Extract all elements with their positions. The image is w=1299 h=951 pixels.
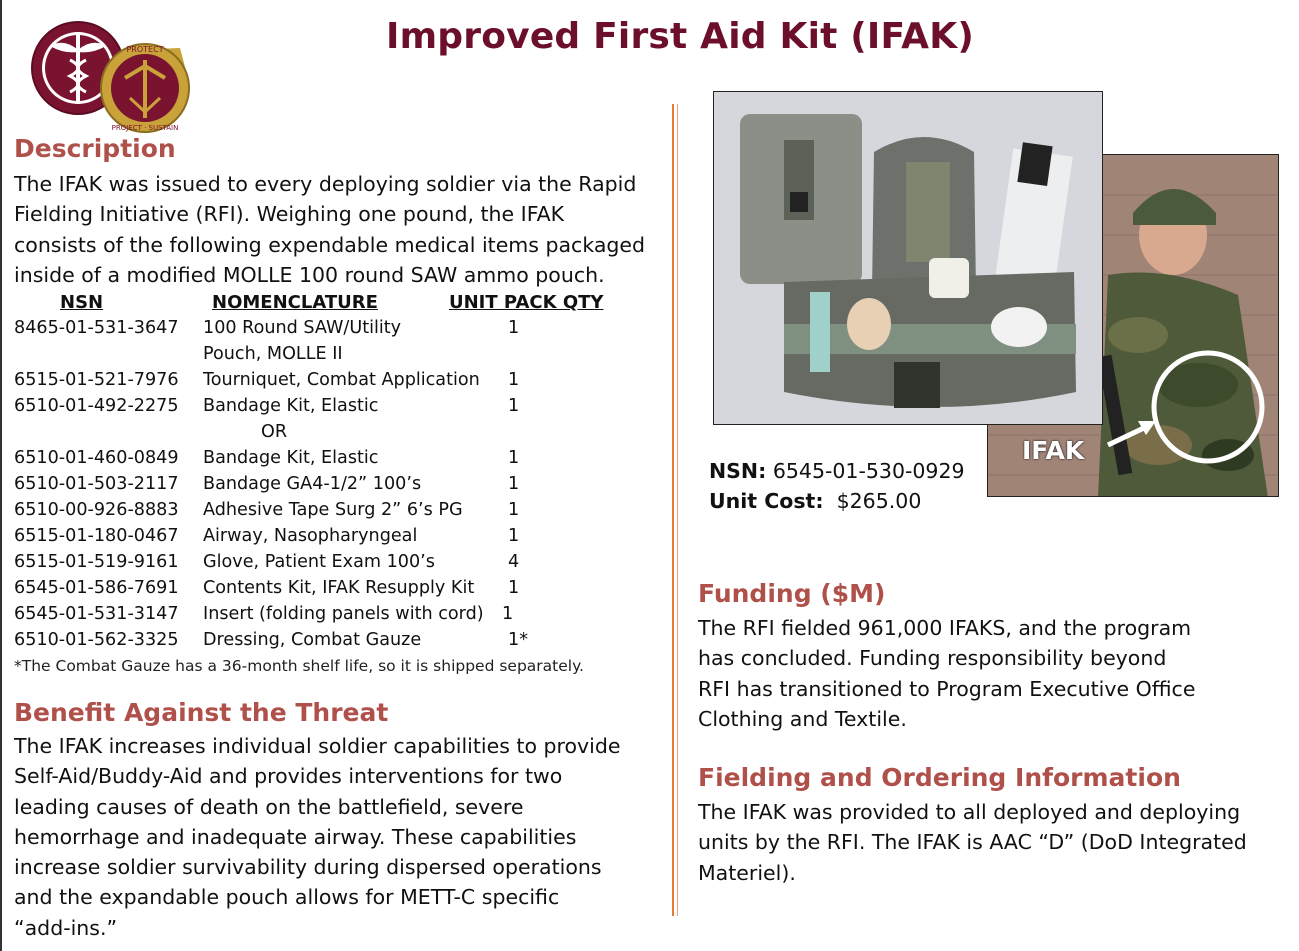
row-nomenclature: Bandage Kit, Elastic <box>203 396 379 416</box>
benefit-heading: Benefit Against the Threat <box>14 698 389 727</box>
table-footnote: *The Combat Gauze has a 36-month shelf life, so it is shipped separately. <box>14 657 584 675</box>
fielding-line: units by the RFI. The IFAK is AAC “D” (DoD Integrated <box>698 830 1247 855</box>
table-row <box>14 370 654 396</box>
table-row <box>14 318 654 344</box>
description-heading: Description <box>14 134 176 163</box>
nsn-value: 6545-01-530-0929 <box>772 459 965 483</box>
row-nsn: 6510-01-562-3325 <box>14 630 179 650</box>
table-row <box>14 344 654 370</box>
row-nsn: 8465-01-531-3647 <box>14 318 179 338</box>
table-row <box>14 422 654 448</box>
row-nomenclature: Bandage Kit, Elastic <box>203 448 379 468</box>
table-row <box>14 500 654 526</box>
table-row <box>14 578 654 604</box>
table-header-nomenclature: NOMENCLATURE <box>212 292 378 313</box>
nsn-line <box>709 459 965 483</box>
unit-cost-value: $265.00 <box>836 489 922 513</box>
row-qty: 1 <box>508 474 520 494</box>
row-nomenclature: Adhesive Tape Surg 2” 6’s PG <box>203 500 463 520</box>
fielding-text <box>698 797 1247 888</box>
row-qty: 1 <box>508 448 520 468</box>
funding-line: has concluded. Funding responsibility beyond <box>698 646 1167 671</box>
row-nomenclature: Dressing, Combat Gauze <box>203 630 422 650</box>
row-nomenclature: Airway, Nasopharyngeal <box>203 526 418 546</box>
table-row <box>14 396 654 422</box>
column-divider-inner <box>677 104 678 916</box>
row-qty: 1 <box>508 578 520 598</box>
row-nomenclature: 100 Round SAW/Utility <box>203 318 402 338</box>
table-row <box>14 552 654 578</box>
funding-line: The RFI fielded 961,000 IFAKS, and the program <box>698 616 1192 640</box>
table-row <box>14 474 654 500</box>
description-line: Fielding Initiative (RFI). Weighing one pound, the IFAK <box>14 202 565 227</box>
row-qty: 1 <box>508 396 520 416</box>
column-divider <box>672 104 674 916</box>
benefit-line: Self-Aid/Buddy-Aid and provides interventions for two <box>14 764 563 789</box>
row-nsn: 6515-01-521-7976 <box>14 370 179 390</box>
row-qty: 1 <box>508 526 520 546</box>
benefit-text <box>14 731 621 943</box>
description-line: The IFAK was issued to every deploying soldier via the Rapid <box>14 172 637 196</box>
row-nsn: 6515-01-180-0467 <box>14 526 179 546</box>
row-nsn: 6510-01-460-0849 <box>14 448 179 468</box>
medical-command-logo <box>30 8 195 148</box>
row-nsn: 6510-01-492-2275 <box>14 396 179 416</box>
benefit-line: hemorrhage and inadequate airway. These capabilities <box>14 824 577 849</box>
description-line: consists of the following expendable medical items packaged <box>14 232 646 257</box>
benefit-line: The IFAK increases individual soldier capabilities to provide <box>14 734 621 758</box>
row-nsn: 6510-00-926-8883 <box>14 500 179 520</box>
table-header-nsn: NSN <box>60 292 104 313</box>
benefit-line: leading causes of death on the battlefield, severe <box>14 794 524 819</box>
row-nomenclature: Glove, Patient Exam 100’s <box>203 552 435 572</box>
row-nsn: 6515-01-519-9161 <box>14 552 179 572</box>
funding-heading: Funding ($M) <box>698 579 886 608</box>
benefit-line: “add-ins.” <box>14 915 118 940</box>
row-qty: 1* <box>508 630 528 650</box>
row-nsn: 6510-01-503-2117 <box>14 474 179 494</box>
kit-contents-photo <box>713 91 1103 425</box>
description-text <box>14 169 645 290</box>
svg-text:PROJECT · SUSTAIN: PROJECT · SUSTAIN <box>111 124 179 132</box>
funding-line: Clothing and Textile. <box>698 706 907 731</box>
table-header-qty: UNIT PACK QTY <box>449 292 604 313</box>
page-left-border <box>0 0 2 951</box>
fielding-line: Materiel). <box>698 860 796 885</box>
nsn-label: NSN: <box>709 459 767 483</box>
row-nsn: 6545-01-586-7691 <box>14 578 179 598</box>
table-row <box>14 604 654 630</box>
svg-text:PROTECT: PROTECT <box>126 45 164 54</box>
page-title: Improved First Aid Kit (IFAK) <box>385 16 974 57</box>
fielding-heading: Fielding and Ordering Information <box>698 763 1181 792</box>
row-nomenclature: Tourniquet, Combat Application <box>203 370 480 390</box>
row-nomenclature: Insert (folding panels with cord) <box>203 604 484 624</box>
unit-cost-label: Unit Cost: <box>709 489 824 513</box>
description-line: inside of a modified MOLLE 100 round SAW ammo pouch. <box>14 262 605 287</box>
fielding-line: The IFAK was provided to all deployed and deploying <box>698 800 1241 824</box>
row-nomenclature: Contents Kit, IFAK Resupply Kit <box>203 578 475 598</box>
benefit-line: increase soldier survivability during dispersed operations <box>14 855 602 880</box>
row-qty: 4 <box>508 552 520 572</box>
row-nomenclature: Bandage GA4-1/2” 100’s <box>203 474 422 494</box>
table-row <box>14 526 654 552</box>
row-nsn: 6545-01-531-3147 <box>14 604 179 624</box>
unit-cost-line <box>709 489 921 513</box>
row-qty: 1 <box>508 318 520 338</box>
funding-line: RFI has transitioned to Program Executive Office <box>698 676 1196 701</box>
row-qty: 1 <box>508 370 520 390</box>
table-row <box>14 448 654 474</box>
row-qty: 1 <box>508 500 520 520</box>
row-nomenclature: Pouch, MOLLE II <box>203 344 343 364</box>
funding-text <box>698 613 1195 734</box>
row-qty: 1 <box>502 604 514 624</box>
benefit-line: and the expandable pouch allows for METT-C specific <box>14 885 560 910</box>
row-nomenclature: OR <box>261 422 288 442</box>
ifak-photo-label: IFAK <box>1022 436 1085 465</box>
table-row <box>14 630 654 656</box>
